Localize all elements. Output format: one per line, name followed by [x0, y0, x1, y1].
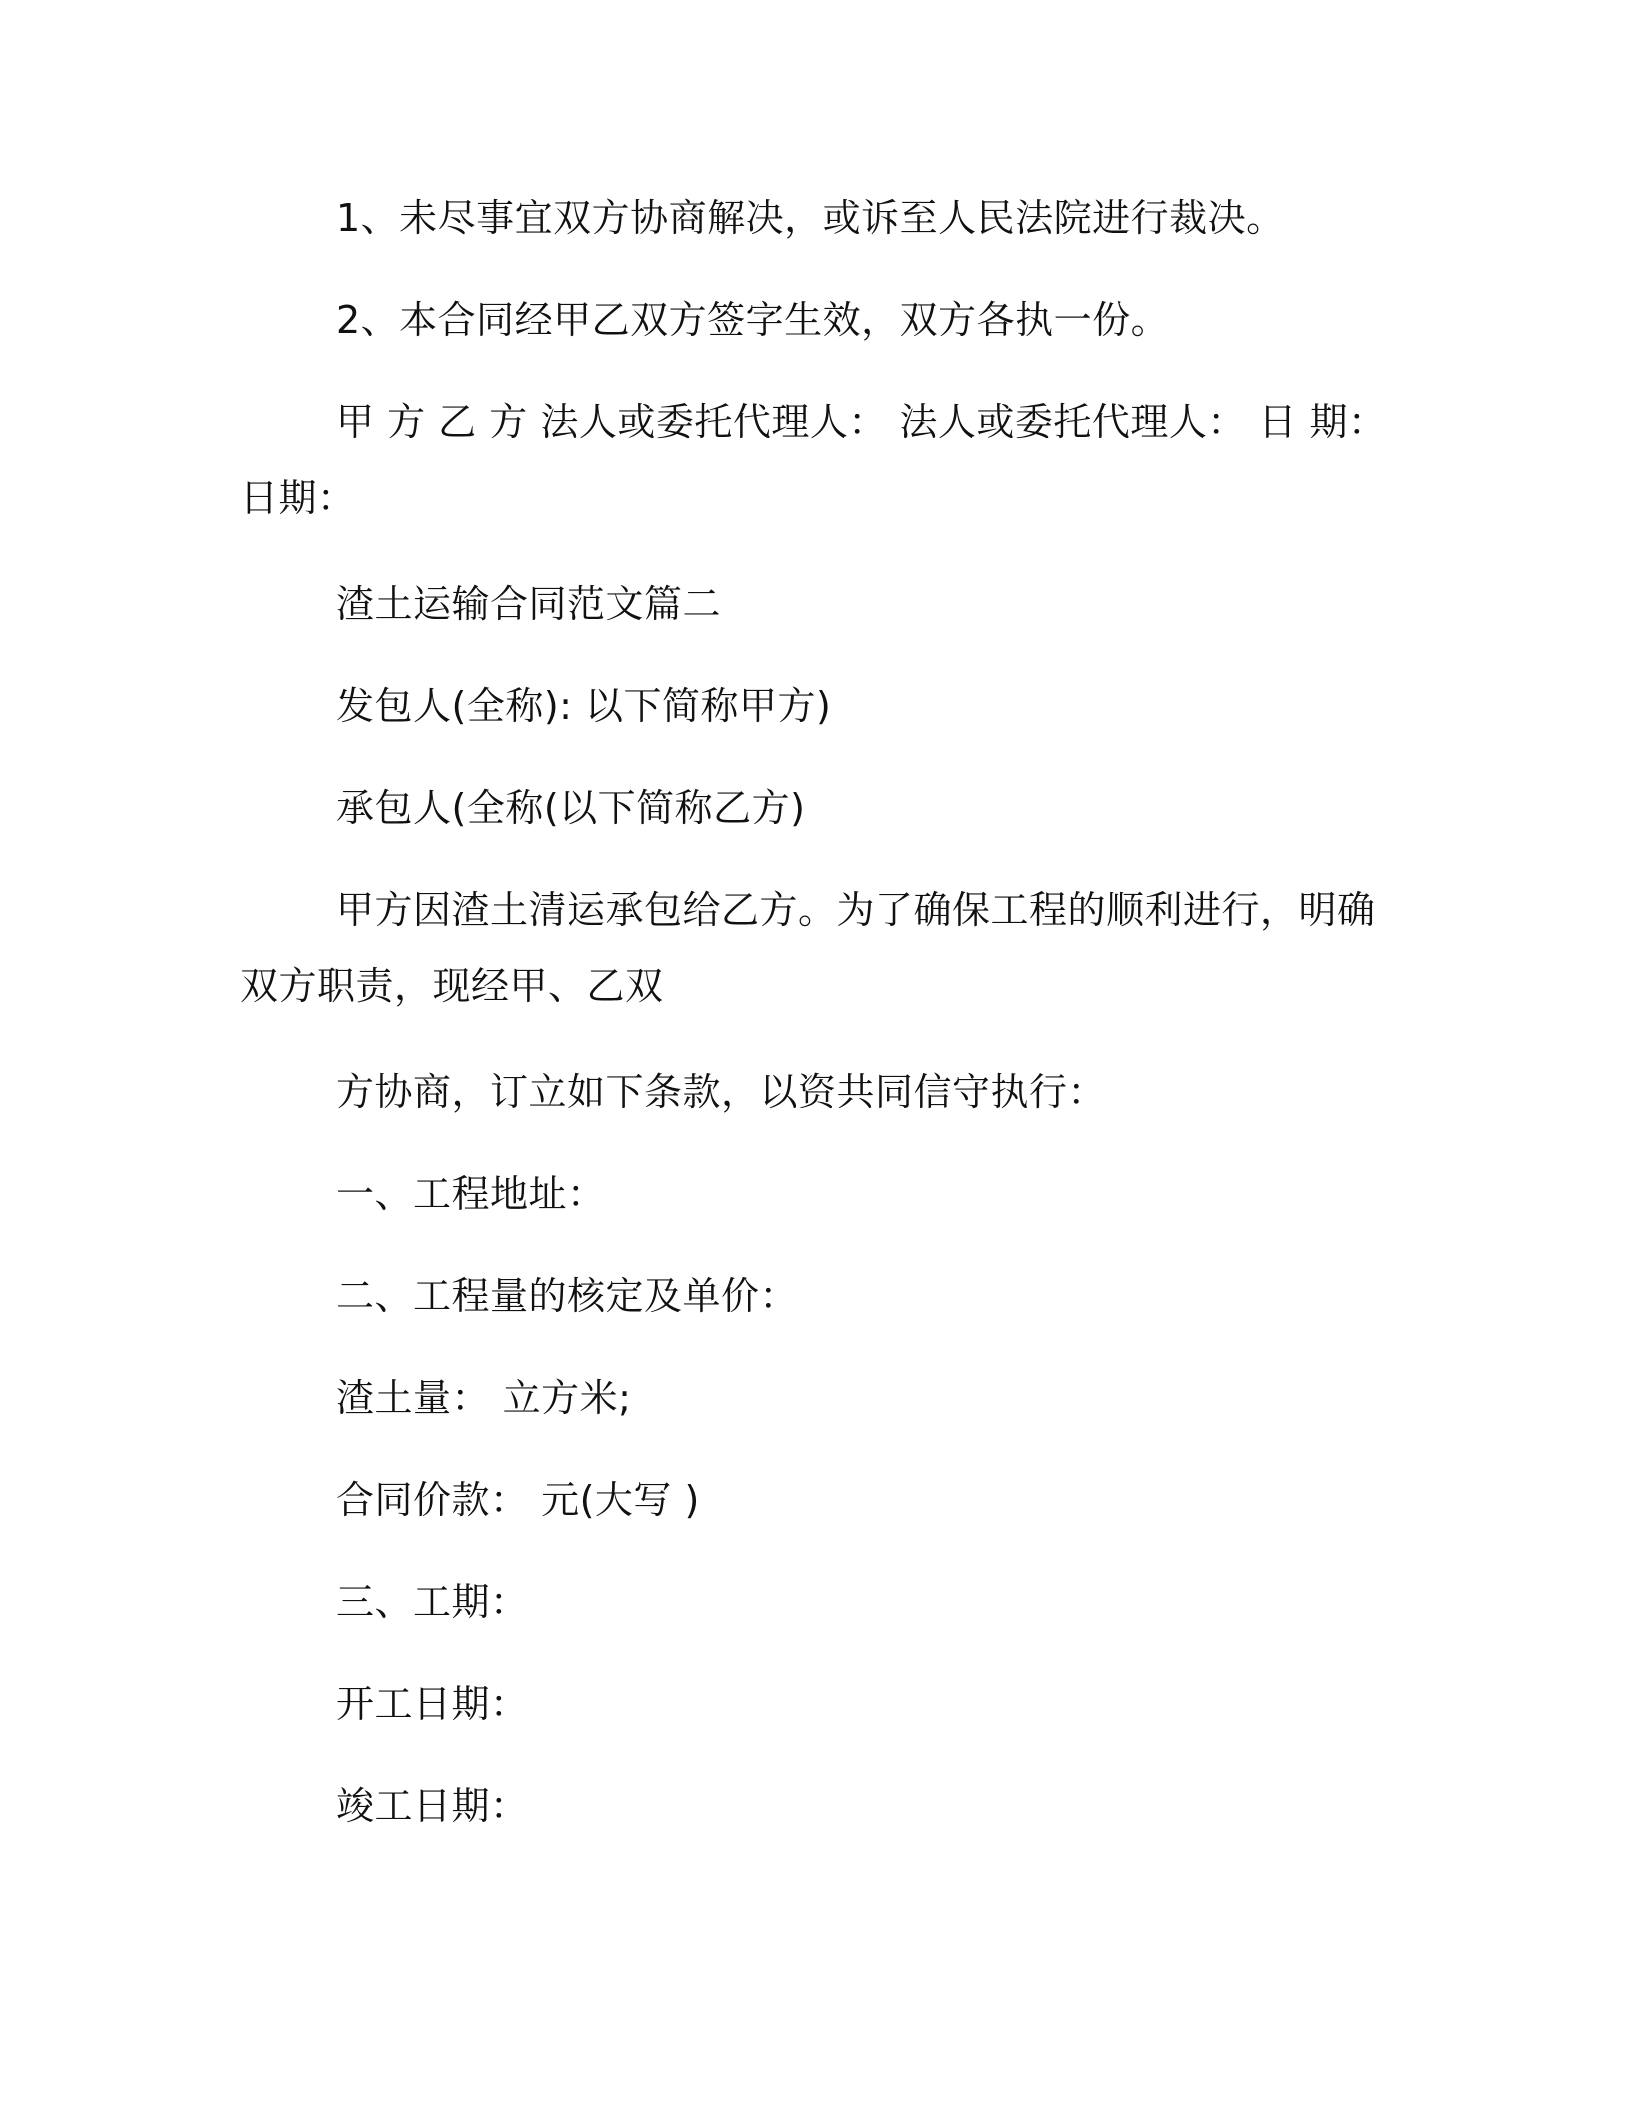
paragraph-contractor: 承包人(全称(以下简称乙方)	[336, 786, 806, 830]
field-contract-price: 合同价款： 元(大写 )	[336, 1478, 700, 1522]
paragraph-signature-block: 甲 方 乙 方 法人或委托代理人： 法人或委托代理人： 日 期： 日期：	[240, 400, 1387, 520]
paragraph-employer: 发包人(全称): 以下简称甲方)	[336, 684, 832, 728]
field-start-date: 开工日期：	[336, 1682, 529, 1726]
section-title: 渣土运输合同范文篇二	[336, 582, 722, 626]
paragraph-preamble: 甲方因渣土清运承包给乙方。为了确保工程的顺利进行，明确双方职责，现经甲、乙双	[240, 888, 1376, 1008]
field-muck-volume: 渣土量： 立方米;	[336, 1376, 632, 1420]
paragraph-preamble-continued: 方协商，订立如下条款，以资共同信守执行：	[336, 1070, 1107, 1114]
paragraph-clause-1: 1、未尽事宜双方协商解决，或诉至人民法院进行裁决。	[336, 196, 1285, 240]
paragraph-clause-2: 2、本合同经甲乙双方签字生效，双方各执一份。	[336, 298, 1170, 342]
field-completion-date: 竣工日期：	[336, 1784, 529, 1828]
heading-project-address: 一、工程地址：	[336, 1172, 606, 1216]
heading-quantity-and-price: 二、工程量的核定及单价：	[336, 1274, 799, 1318]
heading-construction-period: 三、工期：	[336, 1580, 529, 1624]
